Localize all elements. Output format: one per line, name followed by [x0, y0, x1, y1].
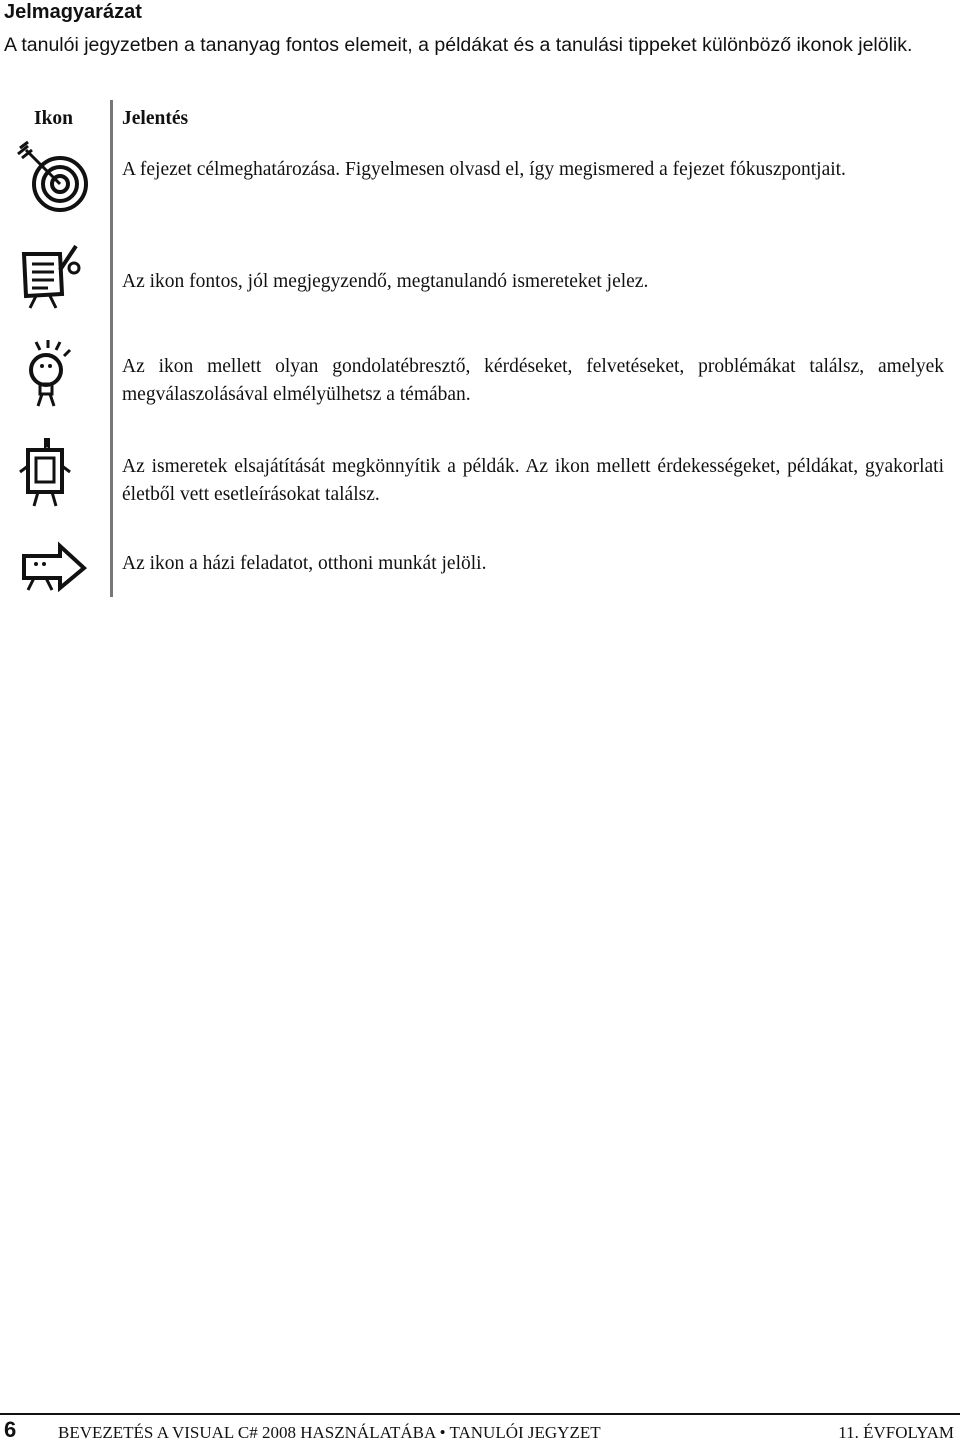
column-header-icon: Ikon	[34, 108, 74, 129]
house-arrow-icon	[14, 536, 90, 608]
section-intro: A tanulói jegyzetben a tananyag fontos elemeit, a példákat és a tanulási tippeket különböző ikonok jelölik.	[4, 34, 913, 56]
footer-grade: 11. ÉVFOLYAM	[838, 1423, 954, 1442]
target-icon	[14, 140, 90, 212]
lightbulb-icon	[14, 338, 90, 410]
legend-row-1-text: A fejezet célmeghatározása. Figyelmesen olvasd el, így megismered a fejezet fókuszpontjait.	[122, 159, 846, 180]
section-title: Jelmagyarázat	[4, 1, 142, 23]
footer-title: BEVEZETÉS A VISUAL C# 2008 HASZNÁLATÁBA • TANULÓI JEGYZET	[58, 1423, 601, 1442]
legend-row-5-text: Az ikon a házi feladatot, otthoni munkát jelöli.	[122, 553, 487, 574]
footer-divider	[0, 1413, 960, 1415]
column-header-meaning: Jelentés	[122, 108, 189, 129]
column-divider	[110, 100, 113, 597]
legend-row-3-text: Az ikon mellett olyan gondolatébresztő, kérdéseket, felvetéseket, problémákat találsz, amelyek megválaszolásával elmélyülhetsz a témában.	[122, 356, 944, 405]
legend-table	[0, 100, 960, 597]
document-pen-icon	[14, 240, 90, 312]
page-number: 6	[4, 1417, 17, 1442]
legend-row-2-text: Az ikon fontos, jól megjegyzendő, megtanulandó ismereteket jelez.	[122, 271, 649, 292]
book-icon	[14, 438, 90, 510]
legend-row-4-text: Az ismeretek elsajátítását megkönnyítik a példák. Az ikon mellett érdekességeket, példákat, gyakorlati életből vett esetleírásokat találsz.	[122, 456, 944, 505]
